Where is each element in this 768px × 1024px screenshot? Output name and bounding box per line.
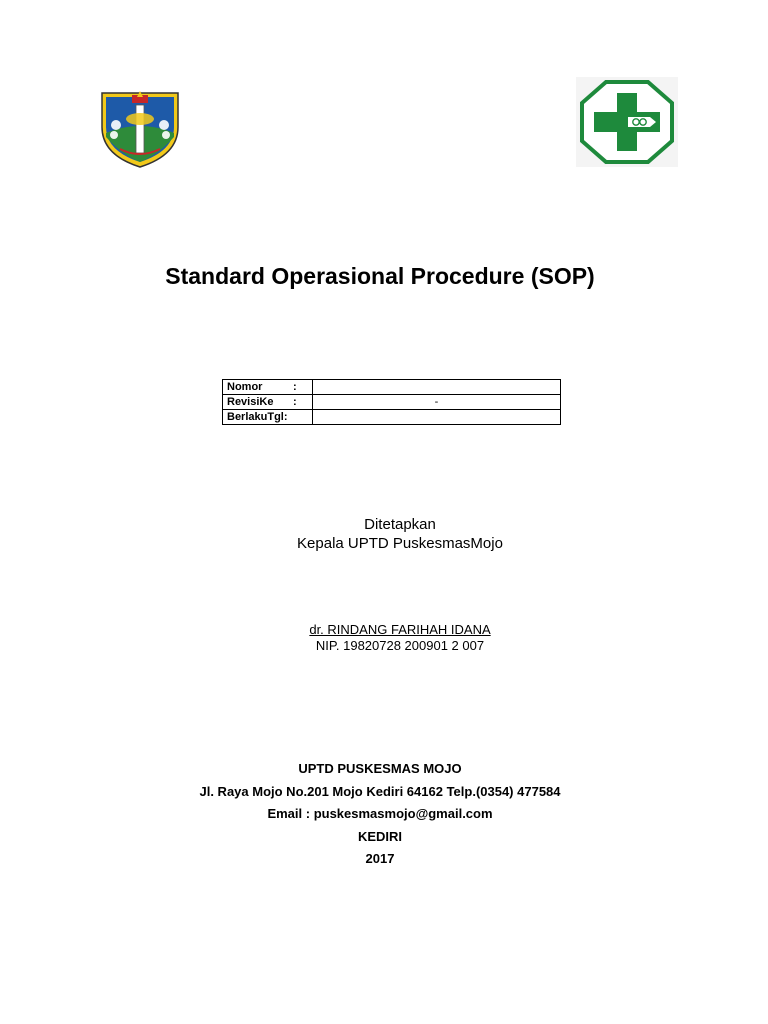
footer-address: Jl. Raya Mojo No.201 Mojo Kediri 64162 Telp.(0354) 477584 — [199, 783, 561, 799]
puskesmas-green-cross-icon — [576, 77, 678, 167]
nomor-label-cell — [223, 380, 313, 395]
nomor-value — [313, 380, 561, 395]
table-row — [223, 410, 561, 425]
table-row — [223, 395, 561, 410]
signer-name: dr. RINDANG FARIHAH IDANA — [309, 622, 491, 637]
revisi-separator: : — [293, 396, 297, 408]
page-title: Standard Operasional Procedure (SOP) — [165, 263, 595, 289]
footer-block — [0, 758, 760, 871]
signer-block — [0, 622, 768, 654]
stamp-line-2: Kepala UPTD PuskesmasMojo — [297, 535, 503, 552]
footer-email: Email : puskesmasmojo@gmail.com — [267, 806, 493, 821]
table-row — [223, 380, 561, 395]
footer-city: KEDIRI — [357, 828, 403, 844]
berlaku-label-cell — [223, 410, 313, 425]
signer-nip: NIP. 19820728 200901 2 007 — [315, 638, 485, 653]
footer-org: UPTD PUSKESMAS MOJO — [298, 761, 462, 776]
berlaku-label: BerlakuTgl: — [227, 411, 288, 423]
stamp-line-1: Ditetapkan — [364, 516, 436, 533]
authorization-block — [0, 515, 768, 553]
revisi-value: - — [313, 395, 561, 410]
revisi-label: RevisiKe — [227, 396, 274, 408]
berlaku-value — [313, 410, 561, 425]
footer-year: 2017 — [365, 851, 395, 866]
regency-coat-of-arms-icon — [98, 89, 182, 169]
document-info-table — [222, 379, 561, 425]
nomor-separator: : — [293, 381, 297, 393]
nomor-label: Nomor — [227, 381, 263, 393]
revisi-label-cell — [223, 395, 313, 410]
